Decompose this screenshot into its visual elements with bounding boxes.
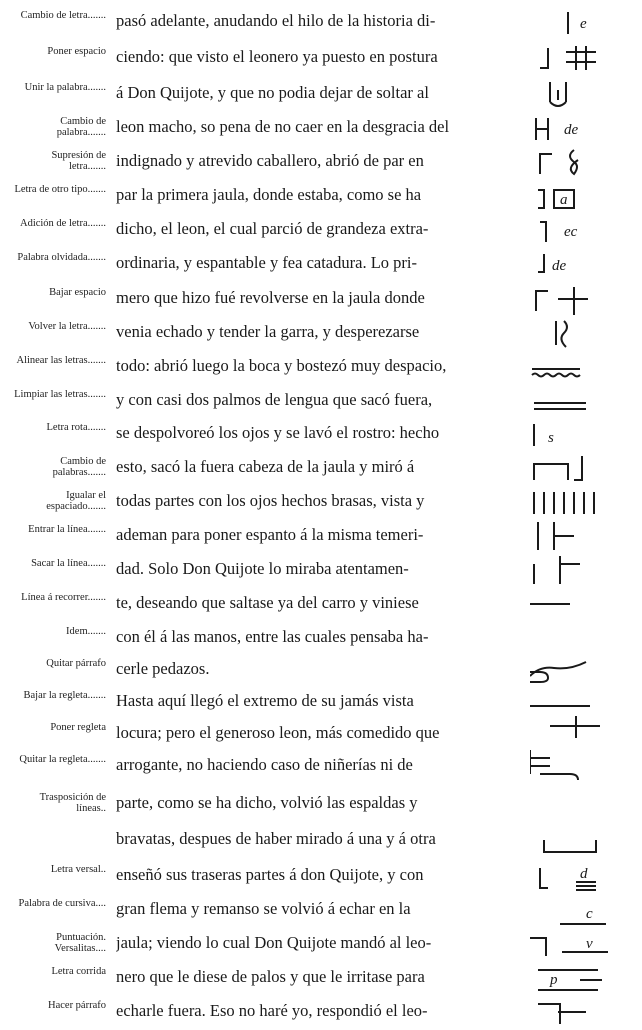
- proof-text-line: y con casi dos palmos de lengua que sacó fuera,: [116, 390, 433, 409]
- correction-label: Palabra olvidada.......: [17, 252, 106, 263]
- proof-text-line: dicho, el leon, el cual parció de grandeza extra-: [116, 219, 429, 238]
- proof-mark-stroke: [540, 868, 548, 888]
- proof-mark-stroke: [544, 840, 596, 852]
- proof-mark-letter: s: [548, 430, 554, 446]
- margin-mark-svg: [530, 416, 640, 452]
- proof-mark-stroke: [556, 321, 567, 347]
- margin-mark-svg: [530, 315, 640, 351]
- proof-text-line: indignado y atrevido caballero, abrió de par en: [116, 151, 424, 170]
- proof-row: [0, 416, 642, 452]
- margin-mark-svg: [530, 246, 640, 282]
- margin-mark: [530, 926, 640, 962]
- correction-label: Supresión de letra.......: [51, 150, 106, 172]
- margin-mark: [530, 383, 640, 419]
- proof-row: [0, 110, 642, 146]
- proof-text-line: gran flema y remanso se volvió á echar en la: [116, 899, 411, 918]
- margin-mark: [530, 315, 640, 351]
- proof-row: [0, 246, 642, 282]
- margin-mark-svg: [530, 684, 640, 720]
- proof-row: [0, 716, 642, 752]
- proof-text-line: todo: abrió luego la boca y bostezó muy despacio,: [116, 356, 447, 375]
- proof-mark-stroke: [540, 154, 552, 174]
- proof-row: [0, 586, 642, 622]
- margin-mark: [530, 994, 640, 1030]
- correction-label: Entrar la línea.......: [28, 524, 106, 535]
- correction-label: Puntuación. Versalitas....: [54, 932, 106, 954]
- margin-mark: [530, 281, 640, 317]
- correction-label: Igualar el espaciado.......: [46, 490, 106, 512]
- correction-label: Bajar la regleta.......: [23, 690, 106, 701]
- proof-mark-stroke: [530, 662, 586, 676]
- correction-label: Letra rota.......: [46, 422, 106, 433]
- proof-mark-letter: v: [586, 936, 593, 952]
- correction-label: Cambio de palabras.......: [52, 456, 106, 478]
- proof-mark-letter: a: [560, 192, 568, 208]
- proof-mark-stroke: [574, 456, 582, 480]
- margin-mark: [530, 40, 640, 76]
- margin-mark: [530, 110, 640, 146]
- proof-text-line: ordinaria, y espantable y fea catadura. Lo pri-: [116, 253, 417, 272]
- proof-text-line: ciendo: que visto el leonero ya puesto en postura: [116, 47, 438, 66]
- proof-text-line: Hasta aquí llegó el extremo de su jamás vista: [116, 691, 414, 710]
- proof-row: [0, 178, 642, 214]
- proof-mark-stroke: [558, 287, 588, 315]
- proof-text-line: jaula; viendo lo cual Don Quijote mandó al leo-: [116, 933, 432, 952]
- proof-mark-letter: de: [564, 122, 579, 138]
- margin-mark-svg: [530, 822, 640, 858]
- margin-mark: [530, 212, 640, 248]
- margin-mark-svg: [530, 716, 640, 752]
- margin-mark: [530, 748, 640, 784]
- correction-label: Idem.......: [66, 626, 106, 637]
- correction-label: Cambio de palabra.......: [56, 116, 106, 138]
- proof-mark-stroke: [534, 403, 586, 409]
- proof-text-line: locura; pero el generoso leon, más comedido que: [116, 723, 440, 742]
- proof-text-line: nero que le diese de palos y que le irritase para: [116, 967, 425, 986]
- proof-mark-stroke: [538, 190, 544, 208]
- proof-row: [0, 994, 642, 1030]
- proof-mark-stroke: [540, 48, 548, 68]
- margin-mark-svg: [530, 926, 640, 962]
- proof-mark-stroke: [530, 938, 546, 956]
- proof-row: [0, 892, 642, 928]
- correction-label: Letra versal..: [50, 864, 106, 875]
- margin-mark-svg: [530, 748, 640, 784]
- correction-label: Unir la palabra.......: [24, 82, 106, 93]
- proof-mark-letter: e: [580, 16, 587, 32]
- proof-mark-stroke: [550, 82, 566, 106]
- proof-row: [0, 684, 642, 720]
- proof-text-line: bravatas, despues de haber mirado á una y á otra: [116, 829, 436, 848]
- proof-text-line: se despolvoreó los ojos y se lavó el rostro: hecho: [116, 423, 440, 442]
- correction-label: Letra de otro tipo.......: [14, 184, 106, 195]
- margin-mark: [530, 822, 640, 858]
- correction-label: Quitar la regleta.......: [19, 754, 106, 765]
- margin-mark: [530, 246, 640, 282]
- proof-mark-letter: p: [550, 972, 558, 988]
- margin-mark: [530, 960, 640, 996]
- correction-label: Adición de letra.......: [19, 218, 106, 229]
- proof-row: [0, 450, 642, 486]
- proof-row: [0, 926, 642, 962]
- margin-mark-svg: [530, 281, 640, 317]
- proof-mark-stroke: [536, 291, 548, 311]
- margin-mark-svg: [530, 518, 640, 554]
- correction-label: Quitar párrafo: [46, 658, 106, 669]
- proof-mark-stroke: [540, 222, 546, 242]
- proof-mark-stroke: [540, 774, 578, 780]
- correction-label: Poner regleta: [50, 722, 106, 733]
- margin-mark-svg: [530, 620, 640, 656]
- proof-text-line: venia echado y tender la garra, y desperezarse: [116, 322, 420, 341]
- correction-label: Sacar la línea.......: [31, 558, 106, 569]
- proof-mark-stroke: [538, 254, 544, 272]
- margin-mark-svg: [530, 212, 640, 248]
- margin-mark-svg: [530, 652, 640, 688]
- margin-mark: [530, 4, 640, 40]
- margin-mark: [530, 144, 640, 180]
- proof-mark-letter: ec: [564, 224, 578, 240]
- proof-row: [0, 960, 642, 996]
- proof-row: [0, 518, 642, 554]
- correction-label: Cambio de letra.......: [20, 10, 106, 21]
- correction-label: Bajar espacio: [49, 287, 106, 298]
- proof-row: [0, 552, 642, 588]
- margin-mark: [530, 518, 640, 554]
- proof-text-line: te, deseando que saltase ya del carro y viniese: [116, 593, 419, 612]
- proof-mark-stroke: [554, 522, 574, 550]
- proof-mark-stroke: [570, 150, 578, 174]
- margin-mark-svg: [530, 76, 640, 112]
- margin-mark: [530, 684, 640, 720]
- proof-row: [0, 281, 642, 317]
- margin-mark-svg: [530, 144, 640, 180]
- proof-text-line: pasó adelante, anudando el hilo de la historia di-: [116, 11, 436, 30]
- proof-row: [0, 748, 642, 784]
- margin-mark: [530, 716, 640, 752]
- margin-mark-svg: [530, 349, 640, 385]
- proof-row: [0, 144, 642, 180]
- correction-label: Línea á recorrer.......: [21, 592, 106, 603]
- margin-mark: [530, 450, 640, 486]
- proof-row: [0, 652, 642, 688]
- margin-mark: [530, 484, 640, 520]
- proof-mark-stroke: [566, 46, 596, 70]
- proof-text-line: echarle fuera. Eso no haré yo, respondió el leo-: [116, 1001, 428, 1020]
- correction-label: Letra corrida: [51, 966, 106, 977]
- correction-label: Trasposición de líneas..: [39, 792, 106, 814]
- proof-row: [0, 383, 642, 419]
- correction-label: Hacer párrafo: [48, 1000, 106, 1011]
- proof-mark-letter: c: [586, 906, 593, 922]
- proof-text-line: mero que hizo fué revolverse en la jaula donde: [116, 288, 425, 307]
- proof-text-line: leon macho, so pena de no caer en la desgracia del: [116, 117, 450, 136]
- proof-mark-stroke: [550, 716, 600, 738]
- margin-mark-svg: [530, 960, 640, 996]
- proof-mark-stroke: [536, 118, 548, 140]
- proof-mark-letter: de: [552, 258, 567, 274]
- proof-row: [0, 349, 642, 385]
- proof-row: [0, 76, 642, 112]
- margin-mark: [530, 892, 640, 928]
- proof-text-line: enseñó sus traseras partes á don Quijote, y con: [116, 865, 424, 884]
- correction-label: Alinear las letras.......: [16, 355, 106, 366]
- proof-mark-letter: d: [580, 866, 588, 882]
- margin-mark-svg: [530, 892, 640, 928]
- proof-row: [0, 786, 642, 822]
- proof-text-line: todas partes con los ojos hechos brasas, vista y: [116, 491, 425, 510]
- margin-mark-svg: [530, 586, 640, 622]
- proof-row: [0, 4, 642, 40]
- margin-mark: [530, 858, 640, 894]
- proof-text-line: dad. Solo Don Quijote lo miraba atentamen-: [116, 559, 409, 578]
- proof-mark-stroke: [534, 492, 594, 514]
- margin-mark: [530, 552, 640, 588]
- proof-row: [0, 40, 642, 76]
- proof-text-line: esto, sacó la fuera cabeza de la jaula y miró á: [116, 457, 415, 476]
- proof-mark-stroke: [560, 556, 580, 584]
- correction-label: Palabra de cursiva....: [18, 898, 106, 909]
- margin-mark-svg: [530, 178, 640, 214]
- margin-mark: [530, 76, 640, 112]
- margin-mark-svg: [530, 383, 640, 419]
- margin-mark-svg: [530, 4, 640, 40]
- correction-label: Limpiar las letras.......: [14, 389, 106, 400]
- margin-mark-svg: [530, 552, 640, 588]
- proof-mark-stroke: [576, 882, 596, 890]
- margin-mark: [530, 652, 640, 688]
- proof-text-line: con él á las manos, entre las cuales pensaba ha-: [116, 627, 429, 646]
- proof-row: [0, 822, 642, 858]
- margin-mark: [530, 178, 640, 214]
- margin-mark: [530, 586, 640, 622]
- proof-row: [0, 484, 642, 520]
- correction-label: Poner espacio: [47, 46, 106, 57]
- proof-text-line: ademan para poner espanto á la misma temeri-: [116, 525, 424, 544]
- margin-mark: [530, 620, 640, 656]
- proof-text-line: par la primera jaula, donde estaba, como se ha: [116, 185, 422, 204]
- proof-text-line: cerle pedazos.: [116, 659, 210, 678]
- margin-mark-svg: [530, 484, 640, 520]
- proof-row: [0, 620, 642, 656]
- margin-mark-svg: [530, 994, 640, 1030]
- proof-mark-stroke: [534, 464, 568, 480]
- proof-mark-stroke: [538, 1004, 560, 1024]
- proof-row: [0, 315, 642, 351]
- proof-text-line: parte, como se ha dicho, volvió las espaldas y: [116, 793, 418, 812]
- proof-row: [0, 858, 642, 894]
- margin-mark: [530, 786, 640, 822]
- margin-mark-svg: [530, 786, 640, 822]
- proof-mark-stroke: [530, 750, 550, 774]
- margin-mark-svg: [530, 110, 640, 146]
- margin-mark-svg: [530, 40, 640, 76]
- proof-row: [0, 212, 642, 248]
- proof-mark-stroke: [532, 374, 580, 377]
- margin-mark: [530, 416, 640, 452]
- correction-label: Volver la letra.......: [28, 321, 106, 332]
- margin-mark-svg: [530, 450, 640, 486]
- margin-mark: [530, 349, 640, 385]
- margin-mark-svg: [530, 858, 640, 894]
- proof-text-line: arrogante, no haciendo caso de niñerías ni de: [116, 755, 413, 774]
- proof-text-line: á Don Quijote, y que no podia dejar de soltar al: [116, 83, 429, 102]
